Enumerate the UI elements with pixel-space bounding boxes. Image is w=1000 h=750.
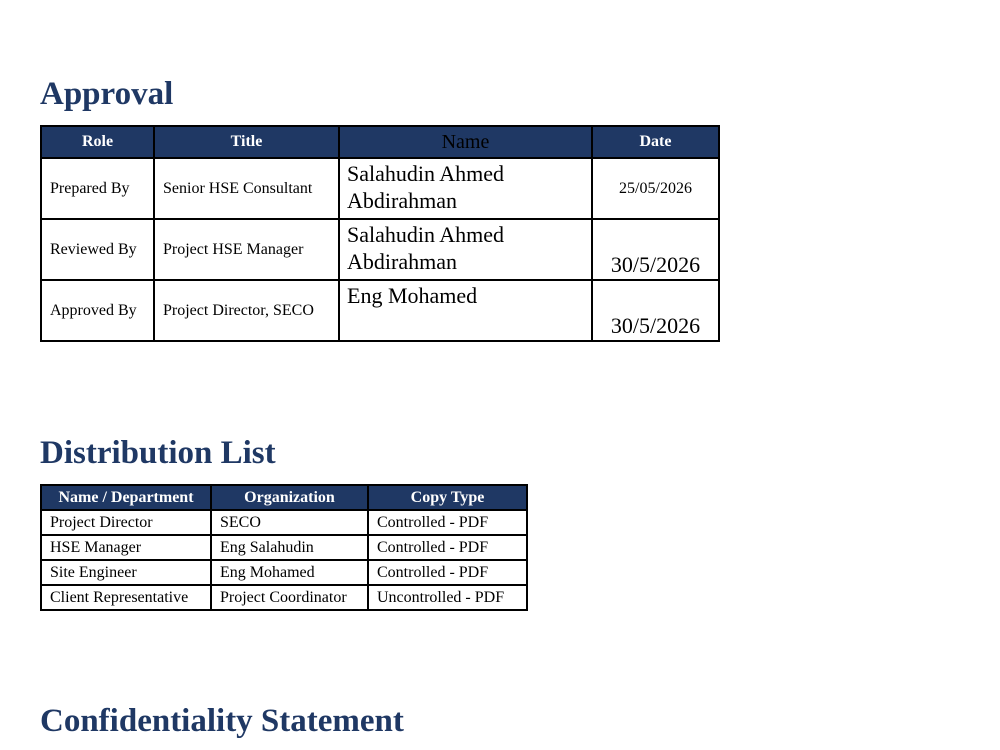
- distribution-name-cell: HSE Manager: [41, 535, 211, 560]
- approval-date-cell: 30/5/2026: [592, 280, 719, 341]
- distribution-header-copy-type: Copy Type: [368, 485, 527, 510]
- approval-header-name: Name: [339, 126, 592, 158]
- distribution-name-cell: Client Representative: [41, 585, 211, 610]
- approval-role-cell: Reviewed By: [41, 219, 154, 280]
- approval-title-cell: Project HSE Manager: [154, 219, 339, 280]
- approval-name-cell: Eng Mohamed: [339, 280, 592, 341]
- distribution-header-row: [41, 485, 527, 510]
- distribution-name-cell: Site Engineer: [41, 560, 211, 585]
- distribution-copy-type-cell: Controlled - PDF: [368, 510, 527, 535]
- table-row: [41, 280, 719, 341]
- table-row: [41, 585, 527, 610]
- distribution-copy-type-cell: Uncontrolled - PDF: [368, 585, 527, 610]
- approval-header-date: Date: [592, 126, 719, 158]
- approval-header-role: Role: [41, 126, 154, 158]
- table-row: [41, 560, 527, 585]
- table-row: [41, 219, 719, 280]
- approval-name-cell: Salahudin Ahmed Abdirahman: [339, 158, 592, 219]
- approval-date-cell: 30/5/2026: [592, 219, 719, 280]
- approval-table: [40, 125, 720, 342]
- approval-date-cell: 25/05/2026: [592, 158, 719, 219]
- distribution-organization-cell: SECO: [211, 510, 368, 535]
- distribution-name-cell: Project Director: [41, 510, 211, 535]
- approval-name-cell: Salahudin Ahmed Abdirahman: [339, 219, 592, 280]
- table-row: [41, 510, 527, 535]
- distribution-organization-cell: Project Coordinator: [211, 585, 368, 610]
- distribution-header-organization: Organization: [211, 485, 368, 510]
- approval-title-cell: Senior HSE Consultant: [154, 158, 339, 219]
- table-row: [41, 158, 719, 219]
- approval-header-row: [41, 126, 719, 158]
- approval-heading: Approval: [40, 76, 174, 112]
- confidentiality-heading: Confidentiality Statement: [40, 703, 404, 739]
- table-row: [41, 535, 527, 560]
- distribution-header-name: Name / Department: [41, 485, 211, 510]
- distribution-organization-cell: Eng Salahudin: [211, 535, 368, 560]
- distribution-table: [40, 484, 528, 611]
- approval-role-cell: Prepared By: [41, 158, 154, 219]
- approval-title-cell: Project Director, SECO: [154, 280, 339, 341]
- approval-header-title: Title: [154, 126, 339, 158]
- approval-role-cell: Approved By: [41, 280, 154, 341]
- distribution-copy-type-cell: Controlled - PDF: [368, 560, 527, 585]
- distribution-copy-type-cell: Controlled - PDF: [368, 535, 527, 560]
- distribution-organization-cell: Eng Mohamed: [211, 560, 368, 585]
- distribution-heading: Distribution List: [40, 435, 276, 471]
